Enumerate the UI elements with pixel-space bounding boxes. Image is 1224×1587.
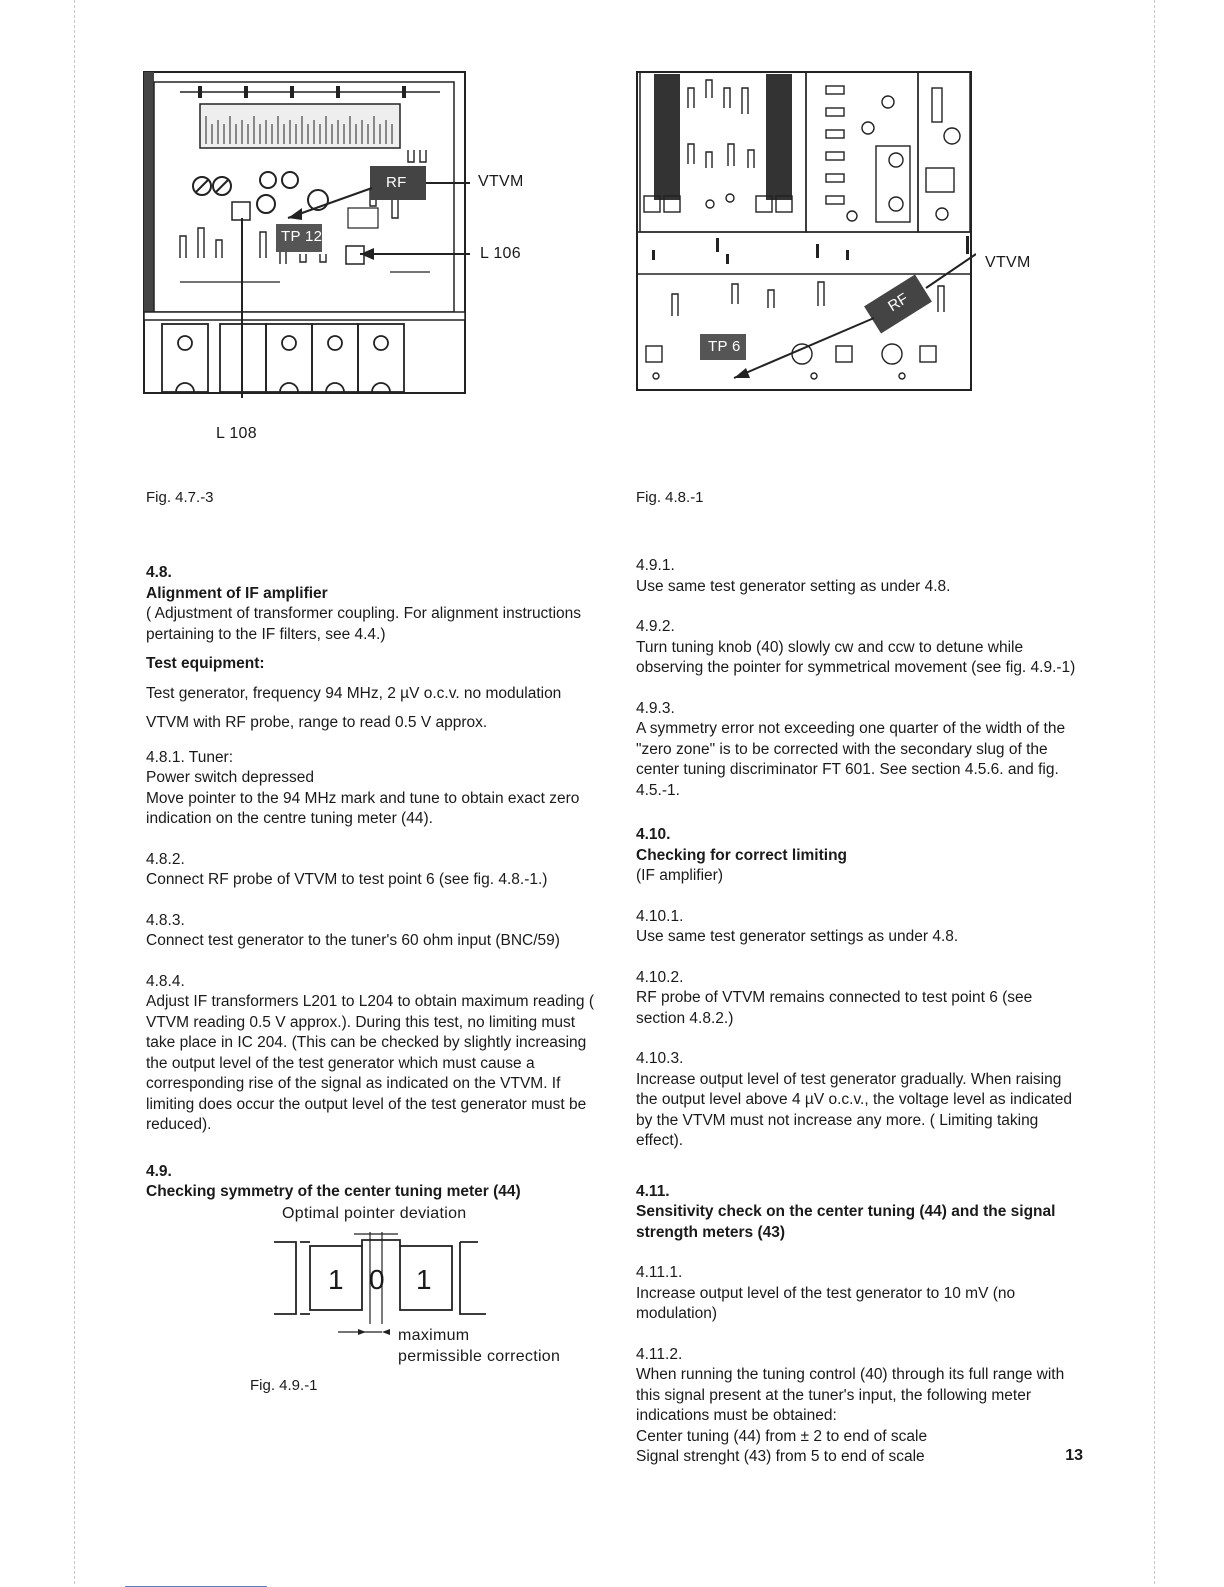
scale-left-digit: 1 <box>328 1264 344 1295</box>
section-line: Power switch depressed <box>146 769 314 786</box>
section-4-8-4 <box>146 972 596 1136</box>
section-number: 4.9.1. <box>636 557 675 574</box>
fig-4-9-1-caption: Fig. 4.9.-1 <box>250 1377 318 1394</box>
scan-edge-left <box>74 0 75 1584</box>
section-4-8 <box>146 563 596 645</box>
section-body: Connect RF probe of VTVM to test point 6 (see fig. 4.8.-1.) <box>146 871 548 888</box>
section-4-9-1 <box>636 556 1084 597</box>
section-heading: Checking for correct limiting <box>636 846 848 864</box>
section-body: Increase output level of test generator gradually. When raising the output level above 4 µV o.c.v., the voltage level as indicated by the VTVM must not increase any more. ( Limiting taking effect). <box>636 1070 1073 1149</box>
section-number: 4.9.3. <box>636 699 675 717</box>
scale-right-digit: 1 <box>416 1264 432 1295</box>
fig-4-9-1-title: Optimal pointer deviation <box>282 1205 467 1222</box>
section-number: 4.10. <box>636 826 671 843</box>
section-number: 4.8.2. <box>146 850 185 868</box>
section-number: 4.11. <box>636 1182 670 1200</box>
fig-4-8-1-caption: Fig. 4.8.-1 <box>636 489 704 506</box>
center-tuning-requirement: Center tuning (44) from ± 2 to end of scale <box>636 1427 928 1445</box>
section-4-10-3 <box>636 1049 1084 1152</box>
section-body: Adjust IF transformers L201 to L204 to obtain maximum reading ( VTVM reading 0.5 V approx.). During this test, no limiting must take place in IC 204. (This can be checked by slightly increasing the output level of the test generator which must cause a corresponding rise of the signal as indicated on the VTVM. If limiting does occur the output level of the test generator must be reduced). <box>146 993 594 1133</box>
rf-label-left: RF <box>386 174 407 191</box>
section-number: 4.8.1. Tuner: <box>146 748 234 766</box>
section-4-8-1 <box>146 748 596 830</box>
left-column <box>146 563 596 1212</box>
section-heading: Sensitivity check on the center tuning (44) and the signal strength meters (43) <box>636 1203 1056 1241</box>
fig-4-7-3-caption: Fig. 4.7.-3 <box>146 489 214 506</box>
tp6-label: TP 6 <box>708 338 741 355</box>
right-column <box>636 556 1084 1477</box>
section-heading: Alignment of IF amplifier <box>146 584 328 602</box>
tp12-label: TP 12 <box>281 228 323 245</box>
section-4-9 <box>146 1162 596 1203</box>
l108-label: L 108 <box>216 425 257 442</box>
section-body: Turn tuning knob (40) slowly cw and ccw to detune while observing the pointer for symmetrical movement (see fig. 4.9.-1) <box>636 638 1076 676</box>
section-4-10-2 <box>636 968 1084 1030</box>
scan-edge-right <box>1154 0 1155 1584</box>
section-4-8-2 <box>146 850 596 891</box>
section-body: RF probe of VTVM remains connected to test point 6 (see section 4.8.2.) <box>636 989 1033 1027</box>
section-number: 4.8.4. <box>146 972 185 990</box>
section-body: Use same test generator settings as under 4.8. <box>636 928 959 945</box>
section-number: 4.9.2. <box>636 618 675 635</box>
section-4-8-3 <box>146 911 596 952</box>
vtvm-spec: VTVM with RF probe, range to read 0.5 V approx. <box>146 714 488 731</box>
l106-label: L 106 <box>480 245 521 262</box>
section-4-9-3 <box>636 699 1084 802</box>
section-4-9-2 <box>636 617 1084 679</box>
section-body: When running the tuning control (40) through its full range with this signal present at the tuner's input, the following meter indications must be obtained: <box>636 1366 1065 1424</box>
figure-4-7-3 <box>140 68 470 398</box>
section-number: 4.10.1. <box>636 907 684 925</box>
correction-label-line2: permissible correction <box>398 1348 561 1365</box>
section-4-11 <box>636 1182 1084 1244</box>
section-number: 4.8. <box>146 564 172 581</box>
figure-4-9-1 <box>270 1224 500 1344</box>
section-subheading: (IF amplifier) <box>636 867 723 884</box>
section-4-11-2 <box>636 1345 1084 1468</box>
meter-scale-drawing <box>270 1224 500 1344</box>
section-number: 4.10.3. <box>636 1050 684 1067</box>
test-equipment-heading: Test equipment: <box>146 655 265 672</box>
section-line: Move pointer to the 94 MHz mark and tune to obtain exact zero indication on the centre tuning meter (44). <box>146 789 580 827</box>
page-number: 13 <box>1065 1447 1083 1464</box>
section-heading: Checking symmetry of the center tuning meter (44) <box>146 1183 521 1200</box>
vtvm-label-right: VTVM <box>985 254 1031 271</box>
scale-center-digit: 0 <box>369 1264 385 1295</box>
section-4-10 <box>636 825 1084 887</box>
section-4-11-1 <box>636 1263 1084 1325</box>
section-body: ( Adjustment of transformer coupling. For alignment instructions pertaining to the IF filters, see 4.4.) <box>146 605 582 643</box>
vtvm-label-left: VTVM <box>478 173 524 190</box>
test-generator-spec: Test generator, frequency 94 MHz, 2 µV o.c.v. no modulation <box>146 684 562 702</box>
section-number: 4.8.3. <box>146 911 185 929</box>
rf-label-right: RF <box>885 289 912 316</box>
section-body: Use same test generator setting as under 4.8. <box>636 577 951 595</box>
correction-label-line1: maximum <box>398 1327 470 1344</box>
section-body: Increase output level of the test generator to 10 mV (no modulation) <box>636 1284 1016 1322</box>
section-body: A symmetry error not exceeding one quarter of the width of the "zero zone" is to be corrected with the secondary slug of the center tuning discriminator FT 601. See section 4.5.6. and fig. 4.5.-1. <box>636 720 1066 799</box>
section-number: 4.11.2. <box>636 1345 683 1363</box>
section-number: 4.10.2. <box>636 968 684 986</box>
section-number: 4.11.1. <box>636 1264 683 1281</box>
section-number: 4.9. <box>146 1162 172 1180</box>
signal-strength-requirement: Signal strenght (43) from 5 to end of scale <box>636 1448 925 1465</box>
pcb-drawing-right <box>636 68 976 394</box>
figure-4-8-1 <box>636 68 976 394</box>
section-4-10-1 <box>636 907 1084 948</box>
section-body: Connect test generator to the tuner's 60 ohm input (BNC/59) <box>146 932 560 949</box>
